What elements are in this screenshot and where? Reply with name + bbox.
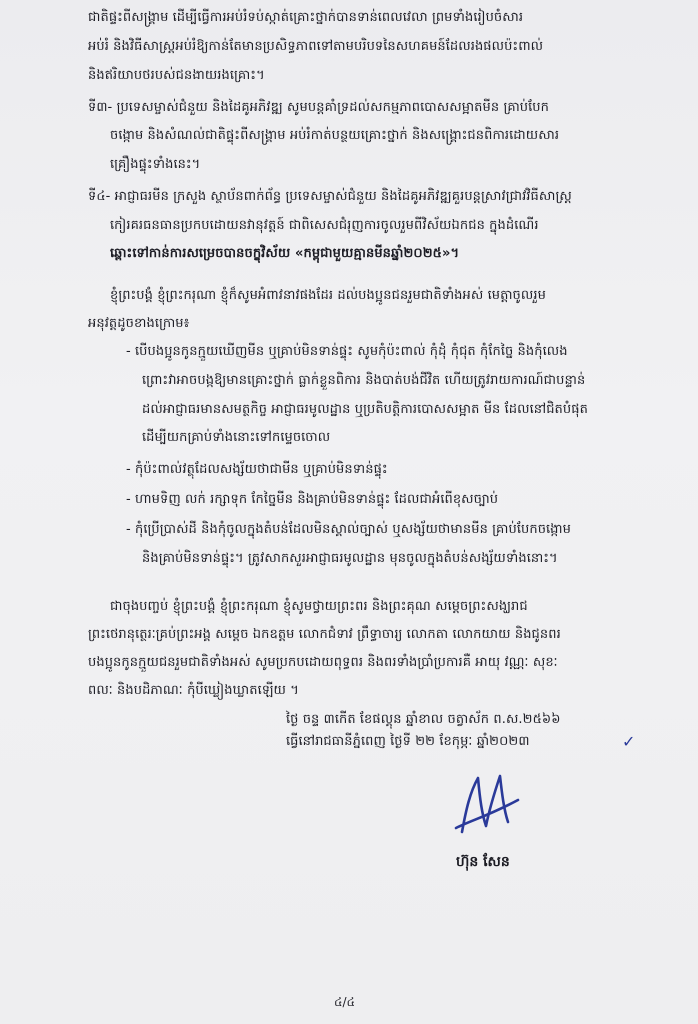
bullet-line: - បើបងប្អូនកូនក្មួយឃើញមីន ឬគ្រាប់មិនទាន់ផ្ទុះ សូមកុំប៉ះពាល់ កុំដុំ កុំជុត កុំកែច្នៃ និងកុំលេង <box>126 344 568 359</box>
lunar-date: ថ្ងៃ ចន្ទ ៣កើត ខែផល្គុន ឆ្នាំខាល ចត្វាស័ក ព.ស.២៥៦៦ <box>286 712 561 727</box>
text-line: បងប្អូនកូនក្មួយជនរួមជាតិទាំងអស់ សូមប្រកបដោយពុទ្ធពរ និងពរទាំងប្រាំប្រការគឺ អាយុ វណ្ណៈ សុខៈ <box>88 655 558 670</box>
text-line: អនុវត្តដូចខាងក្រោម៖ <box>88 316 190 331</box>
bullet-line: ដើម្បីយកគ្រាប់ទាំងនោះទៅកម្ទេចចោល <box>142 430 331 445</box>
page-number: ៤/៤ <box>334 995 356 1009</box>
text-line: ទី៣- ប្រទេសម្ចាស់ជំនួយ និងដៃគូអភិវឌ្ឍ សូមបន្តគាំទ្រដល់សកម្មភាពបោសសម្អាតមីន គ្រាប់បែក <box>88 100 549 115</box>
text-line: ពលៈ និងបដិភាណៈ កុំបីឃ្លៀងឃ្លាតឡើយ ។ <box>88 683 299 698</box>
text-line: ចង្កោម និងសំណល់ជាតិផ្ទុះពីសង្គ្រាម អប់រំកាត់បន្ថយគ្រោះថ្នាក់ និងសង្គ្រោះជនពិការដោយសារ <box>110 128 560 143</box>
bullet-line: ព្រោះវាអាចបង្កឱ្យមានគ្រោះថ្នាក់ ធ្លាក់ខ្លួនពិការ និងបាត់បង់ជីវិត ហើយត្រូវរាយការណ៍ជាបន្ទាន់ <box>142 373 586 388</box>
text-line: និងឥរិយាបថរបស់ជនងាយរងគ្រោះ។ <box>88 68 265 83</box>
text-line: ឆ្ពោះទៅកាន់ការសម្រេចបានចក្ខុវិស័យ «កម្ពុជាមួយគ្មានមីនឆ្នាំ២០២៥»។ <box>110 246 460 261</box>
bullet-line: និងគ្រាប់មិនទាន់ផ្ទុះ។ ត្រូវសាកសួរអាជ្ញាធរមូលដ្ឋាន មុនចូលក្នុងតំបន់សង្ស័យទាំងនោះ។ <box>142 551 558 566</box>
checkmark-icon: ✓ <box>622 732 636 751</box>
text-line: ខ្ញុំព្រះបង្គំ ខ្ញុំព្រះករុណា ខ្ញុំក៏សូមអំពាវនាវផងដែរ ដល់បងប្អូនជនរួមជាតិទាំងអស់ មេត្តាចូលរួម <box>110 288 546 303</box>
bullet-line: - កុំប្រើប្រាស់ដី និងកុំចូលក្នុងតំបន់ដែលមិនស្គាល់ច្បាស់ ឬសង្ស័យថាមានមីន គ្រាប់បែកចង្កោម <box>126 522 572 537</box>
text-line: កៀរគរធនធានប្រកបដោយនវានុវត្តន៍ ជាពិសេសជំរុញការចូលរួមពីវិស័យឯកជន ក្នុងដំណើរ <box>110 218 539 233</box>
text-line: អប់រំ និងវិធីសាស្ត្រអប់រំឱ្យកាន់តែមានប្រសិទ្ធភាពទៅតាមបរិបទនៃសហគមន៍ដែលរងផលប៉ះពាល់ <box>88 39 544 54</box>
bullet-line: ដល់អាជ្ញាធរមានសមត្ថកិច្ច អាជ្ញាធរមូលដ្ឋាន ឬប្រតិបត្តិការបោសសម្អាត មីន ដែលនៅជិតបំផុត <box>142 402 588 417</box>
text-line: ទី៤- អាជ្ញាធរមីន ក្រសួង ស្ថាប័នពាក់ព័ន្ធ ប្រទេសម្ចាស់ជំនួយ និងដៃគូអភិវឌ្ឍគួរបន្តស្រាវជ្រាវវិធីសាស្ត្រ <box>88 189 572 204</box>
place-date: ធ្វើនៅរាជធានីភ្នំពេញ ថ្ងៃទី ២២ ខែកុម្ភៈ ឆ្នាំ២០២៣ <box>286 734 530 749</box>
text-line: ជាតិផ្ទះពីសង្គ្រាម ដើម្បីធ្វើការអប់រំទប់ស្កាត់គ្រោះថ្នាក់បានទាន់ពេលវេលា ព្រមទាំងរៀបចំសារ <box>88 10 524 25</box>
signature-icon <box>448 770 524 840</box>
signatory-name: ហ៊ុន សែន <box>456 854 510 870</box>
text-line: គ្រឿងផ្ទុះទាំងនេះ។ <box>110 157 201 172</box>
text-line: ជាចុងបញ្ចប់ ខ្ញុំព្រះបង្គំ ខ្ញុំព្រះករុណា ខ្ញុំសូមថ្វាយព្រះពរ និងព្រះគុណ សម្តេចព្រះសង្ឃរាជ <box>110 599 528 614</box>
bullet-line: - កុំប៉ះពាល់វត្ថុដែលសង្ស័យថាជាមីន ឬគ្រាប់មិនទាន់ផ្ទុះ <box>126 462 388 477</box>
bullet-line: - ហាមទិញ លក់ រក្សាទុក កែច្នៃមីន និងគ្រាប់មិនទាន់ផ្ទុះ ដែលជាអំពើខុសច្បាប់ <box>126 492 499 507</box>
text-line: ព្រះថេរានុត្ថេរៈគ្រប់ព្រះអង្គ សម្តេច ឯកឧត្តម លោកជំទាវ ព្រឹទ្ធាចារ្យ លោកតា លោកយាយ និងជូនពរ <box>88 627 561 642</box>
